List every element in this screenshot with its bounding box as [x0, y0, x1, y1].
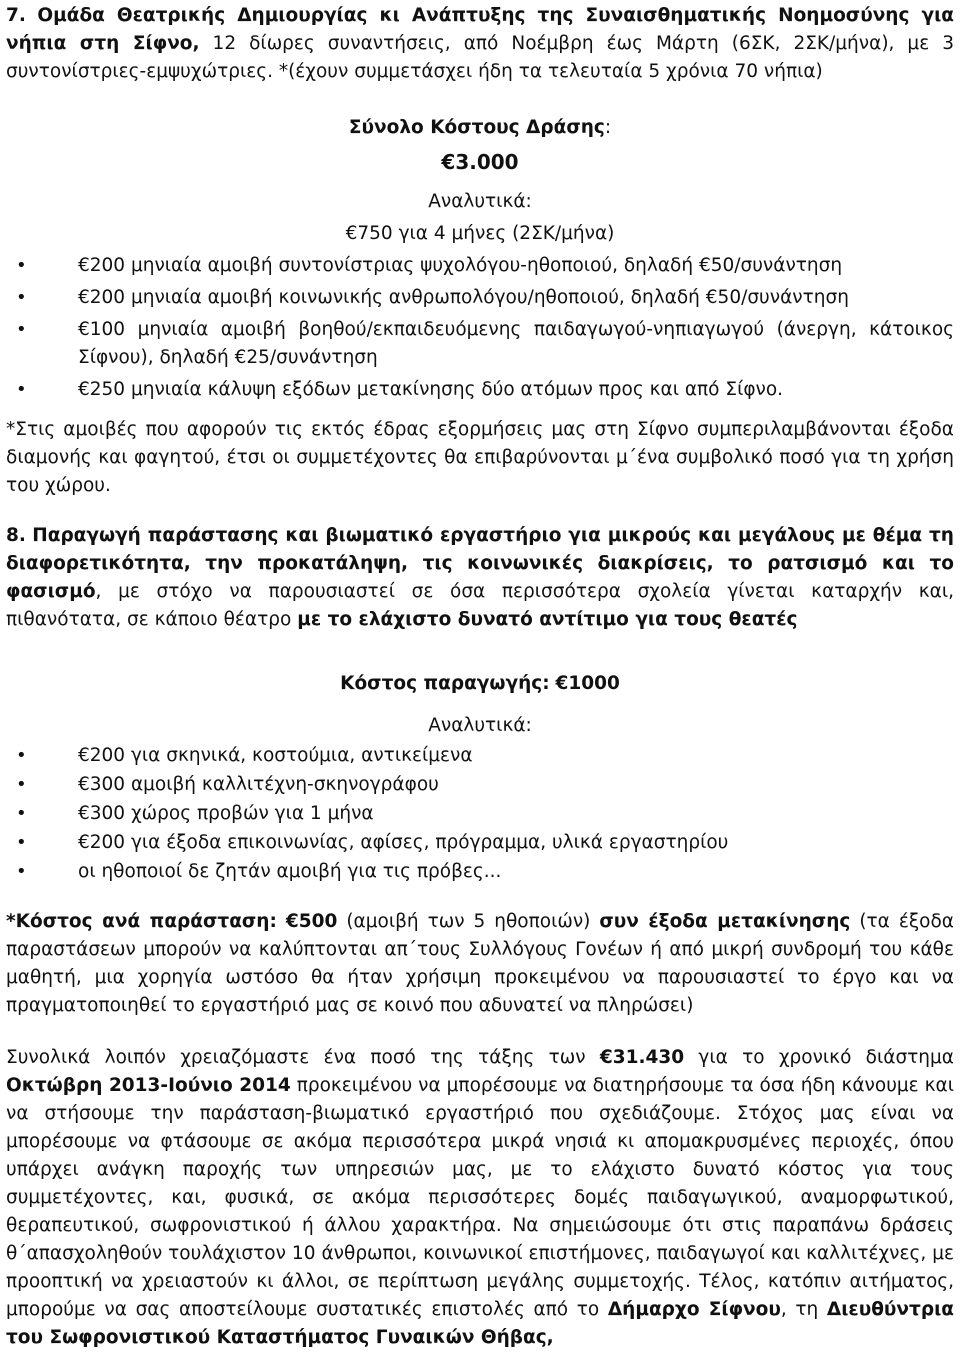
list-item: • €200 μηνιαία αμοιβή κοινωνικής ανθρωπολόγου/ηθοποιού, δηλαδή €50/συνάντηση — [78, 284, 954, 312]
section-7-total — [6, 114, 954, 142]
summary-text-4: , τη — [780, 1299, 827, 1320]
section-7-intro — [6, 2, 954, 86]
section-8-cost-label: Κόστος παραγωγής: — [340, 673, 550, 694]
section-8-cost-value: €1000 — [555, 673, 620, 694]
section-7-number: 7. — [6, 5, 26, 26]
per-performance-details: (τα έξοδα παραστάσεων μπορούν να καλύπτονται απ΄τους Συλλόγους Γονέων ή από μικρή συνδρομή του κάθε μαθητή, μια χορηγία ωστόσο θα ήταν χρήσιμη προκειμένου να παρουσιαστεί το έργο και να πραγματοποιηθεί το εργαστήριό μας σε κοινό που αδυνατεί να πληρώσει) — [6, 911, 954, 1016]
per-performance-paren: (αμοιβή των 5 ηθοποιών) — [337, 911, 600, 932]
summary-director: Διευθύντρια του Σωφρονιστικού Καταστήματος Γυναικών Θήβας, — [6, 1299, 954, 1348]
summary-period: Οκτώβρη 2013-Ιούνιο 2014 — [6, 1075, 291, 1096]
summary-text-1: Συνολικά λοιπόν χρειαζόμαστε ένα ποσό της τάξης των — [6, 1047, 600, 1068]
section-7-analytika: Αναλυτικά: — [428, 191, 532, 212]
list-item: • €200 για έξοδα επικοινωνίας, αφίσες, πρόγραμμα, υλικά εργαστηρίου — [78, 829, 954, 857]
section-8-title: Παραγωγή παράστασης και βιωματικό εργαστήριο για μικρούς και μεγάλους με θέμα τη διαφορετικότητα, την προκατάληψη, τις κοινωνικές διακρίσεις, το ρατσισμό και το φασισμό — [6, 525, 954, 602]
per-performance-extra: συν έξοδα μετακίνησης — [599, 911, 851, 932]
section-8-analytika: Αναλυτικά: — [428, 715, 532, 736]
section-7-description: 12 δίωρες συναντήσεις, από Νοέμβρη έως Μάρτη (6ΣΚ, 2ΣΚ/μήνα), με 3 συντονίστριες-εμψυχώτριες. *(έχουν συμμετάσχει ήδη τα τελευταία 5 χρόνια 70 νήπια) — [6, 33, 954, 82]
list-item: • €300 αμοιβή καλλιτέχνη-σκηνογράφου — [78, 771, 954, 799]
section-8-per-performance — [6, 908, 954, 1020]
summary-paragraph — [6, 1044, 954, 1352]
section-8-production-cost — [6, 670, 954, 698]
section-7-total-colon: : — [604, 117, 612, 138]
section-7-total-value: €3.000 — [441, 150, 519, 174]
section-7-total-label: Σύνολο Κόστους Δράσης — [348, 117, 605, 138]
summary-text-2: για το χρονικό διάστημα — [684, 1047, 954, 1068]
section-7-title: Ομάδα Θεατρικής Δημιουργίας κι Ανάπτυξης της Συναισθηματικής Νοημοσύνης για νήπια στη Σίφνο, — [6, 5, 954, 54]
per-performance-label: *Κόστος ανά παράσταση: — [6, 911, 277, 932]
summary-amount: €31.430 — [599, 1047, 685, 1068]
list-item: • €300 χώρος προβών για 1 μήνα — [78, 800, 954, 828]
section-8-intro — [6, 522, 954, 634]
summary-mayor: Δήμαρχο Σίφνου — [607, 1299, 781, 1320]
section-8-cost-list — [6, 742, 954, 886]
summary-text-3: προκειμένου να μπορέσουμε να διατηρήσουμε τα όσα ήδη κάνουμε και να στήσουμε την παράσταση-βιωματικό εργαστήριό που σχεδιάζουμε. Στόχος μας είναι να μπορέσουμε να φτάσουμε σε ακόμα περισσότερα μικρά νησιά κι απομακρυσμένες περιοχές, όπου υπάρχει ανάγκη παροχής των υπηρεσιών μας, με το ελάχιστο δυνατό κόστος για τους συμμετέχοντες, και, φυσικά, σε ακόμα περισσότερες δομές παιδαγωγικού, αναμορφωτικού, θεραπευτικού, σωφρονιστικού ή άλλου χαρακτήρα. Να σημειώσουμε ότι στις παραπάνω δράσεις θ΄απασχοληθούν τουλάχιστον 10 άνθρωποι, κοινωνικοί επιστήμονες, παιδαγωγοί και καλλιτέχνες, με προοπτική να χρειαστούν κι άλλοι, σε περίπτωση μεγάλης συμμετοχής. Τέλος, κατόπιν αιτήματος, μπορούμε να σας αποστείλουμε συστατικές επιστολές από το — [6, 1075, 954, 1320]
per-performance-value: €500 — [285, 911, 338, 932]
list-item: • €200 μηνιαία αμοιβή συντονίστριας ψυχολόγου-ηθοποιού, δηλαδή €50/συνάντηση — [78, 252, 954, 280]
section-7-cost-list — [6, 252, 954, 404]
section-7-note: *Στις αμοιβές που αφορούν τις εκτός έδρας εξορμήσεις μας στη Σίφνο συμπεριλαμβάνονται έξοδα διαμονής και φαγητού, έτσι οι συμμετέχοντες θα επιβαρύνονται μ΄ένα συμβολικό ποσό για τη χρήση του χώρου. — [6, 419, 954, 496]
section-8-price-note: με το ελάχιστο δυνατό αντίτιμο για τους θεατές — [297, 609, 798, 630]
list-item: • €200 για σκηνικά, κοστούμια, αντικείμενα — [78, 742, 954, 770]
list-item: • €100 μηνιαία αμοιβή βοηθού/εκπαιδευόμενης παιδαγωγού-νηπιαγωγού (άνεργη, κάτοικος Σίφνου), δηλαδή €25/συνάντηση — [78, 316, 954, 372]
section-8-description: , με στόχο να παρουσιαστεί σε όσα περισσότερα σχολεία γίνεται καταρχήν και, πιθανότατα, σε κάποιο θέατρο — [6, 581, 954, 630]
section-8-number: 8. — [6, 525, 26, 546]
list-item: • €250 μηνιαία κάλυψη εξόδων μετακίνησης δύο ατόμων προς και από Σίφνο. — [78, 376, 954, 404]
section-7-subline: €750 για 4 μήνες (2ΣΚ/μήνα) — [345, 223, 615, 244]
list-item: • οι ηθοποιοί δε ζητάν αμοιβή για τις πρόβες... — [78, 858, 954, 886]
